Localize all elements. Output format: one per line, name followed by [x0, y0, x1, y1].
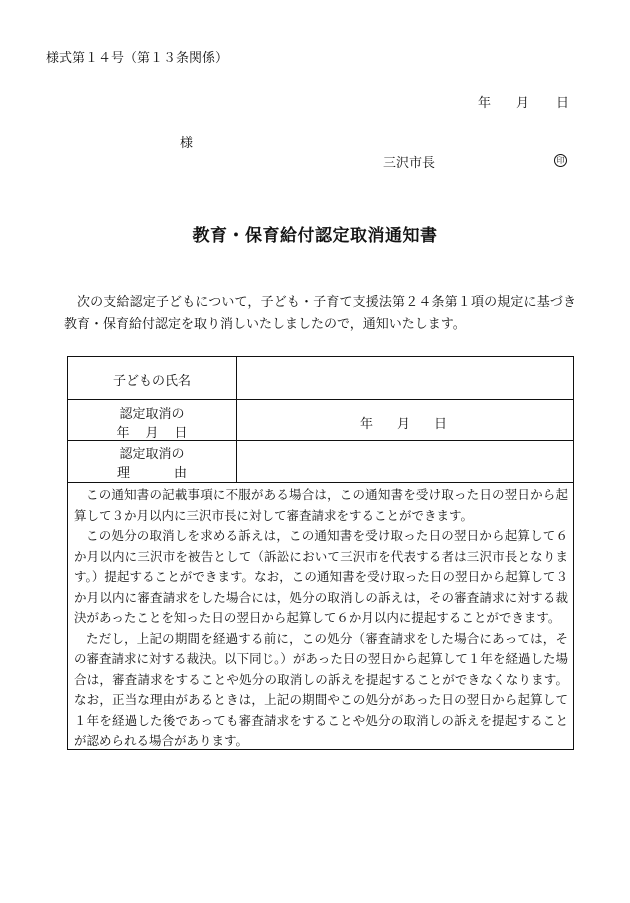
cancel-date-label-year: 年	[116, 426, 130, 441]
reason-label-char-1: 理	[116, 466, 130, 481]
cancel-date-label-day: 日	[174, 426, 188, 441]
row-reason	[68, 441, 573, 483]
notice-table	[67, 356, 574, 750]
cancel-date-label-line2	[68, 422, 236, 441]
date-month: 月	[516, 96, 530, 111]
cancel-date-value	[360, 413, 471, 432]
child-name-label: 子どもの氏名	[112, 374, 191, 389]
intro-paragraph: 次の支給認定子どもについて，子ども・子育て支援法第２４条第１項の規定に基づき教育・保育給付認定を取り消しいたしましたので，通知いたします。	[64, 295, 576, 332]
row-cancel-date	[68, 400, 573, 441]
note-paragraph: この通知書の記載事項に不服がある場合は，この通知書を受け取った日の翌日から起算して３か月以内に三沢市長に対して審査請求をすることができます。	[74, 487, 568, 523]
reason-label-char-2: 由	[174, 466, 188, 481]
document-title: 教育・保育給付認定取消通知書	[192, 226, 438, 246]
note-paragraph: ただし，上記の期間を経過する前に，この処分（審査請求をした場合にあっては，その審査請求に対する裁決。以下同じ。）があった日の翌日から起算して１年を経過した場合は，審査請求をすることや処分の取消しの訴えを提起することができなくなります。なお，正当な理由があるときは，上記の期間やこの処分があった日の翌日から起算して１年を経過した後であっても審査請求をすることや処分の取消しの訴えを提起することが認められる場合があります。	[74, 630, 568, 748]
notes-section	[74, 485, 568, 752]
date-day: 日	[556, 96, 570, 111]
sender-name: 三沢市長	[383, 156, 436, 171]
seal-mark: 印	[554, 154, 567, 167]
row-child-name	[68, 357, 573, 400]
cancel-date-value-day: 日	[434, 417, 448, 432]
cancel-date-label-month: 月	[145, 426, 159, 441]
column-divider	[236, 357, 237, 483]
reason-label-line1: 認定取消の	[119, 447, 185, 462]
cancel-date-value-month: 月	[397, 417, 411, 432]
addressee-suffix: 様	[180, 136, 194, 151]
date-year: 年	[478, 96, 492, 111]
form-number: 様式第１４号（第１３条関係）	[46, 51, 229, 66]
cancel-date-label-line1: 認定取消の	[119, 407, 185, 422]
note-paragraph: この処分の取消しを求める訴えは，この通知書を受け取った日の翌日から起算して６か月以内に三沢市を被告として（訴訟において三沢市を代表する者は三沢市長となります。）提起することができます。なお，この通知書を受け取った日の翌日から起算して３か月以内に審査請求をした場合には，処分の取消しの訴えは，その審査請求に対する裁決があったことを知った日の翌日から起算して６か月以内に提起することができます。	[74, 528, 568, 625]
reason-label-line2	[68, 462, 236, 481]
cancel-date-value-year: 年	[360, 417, 374, 432]
